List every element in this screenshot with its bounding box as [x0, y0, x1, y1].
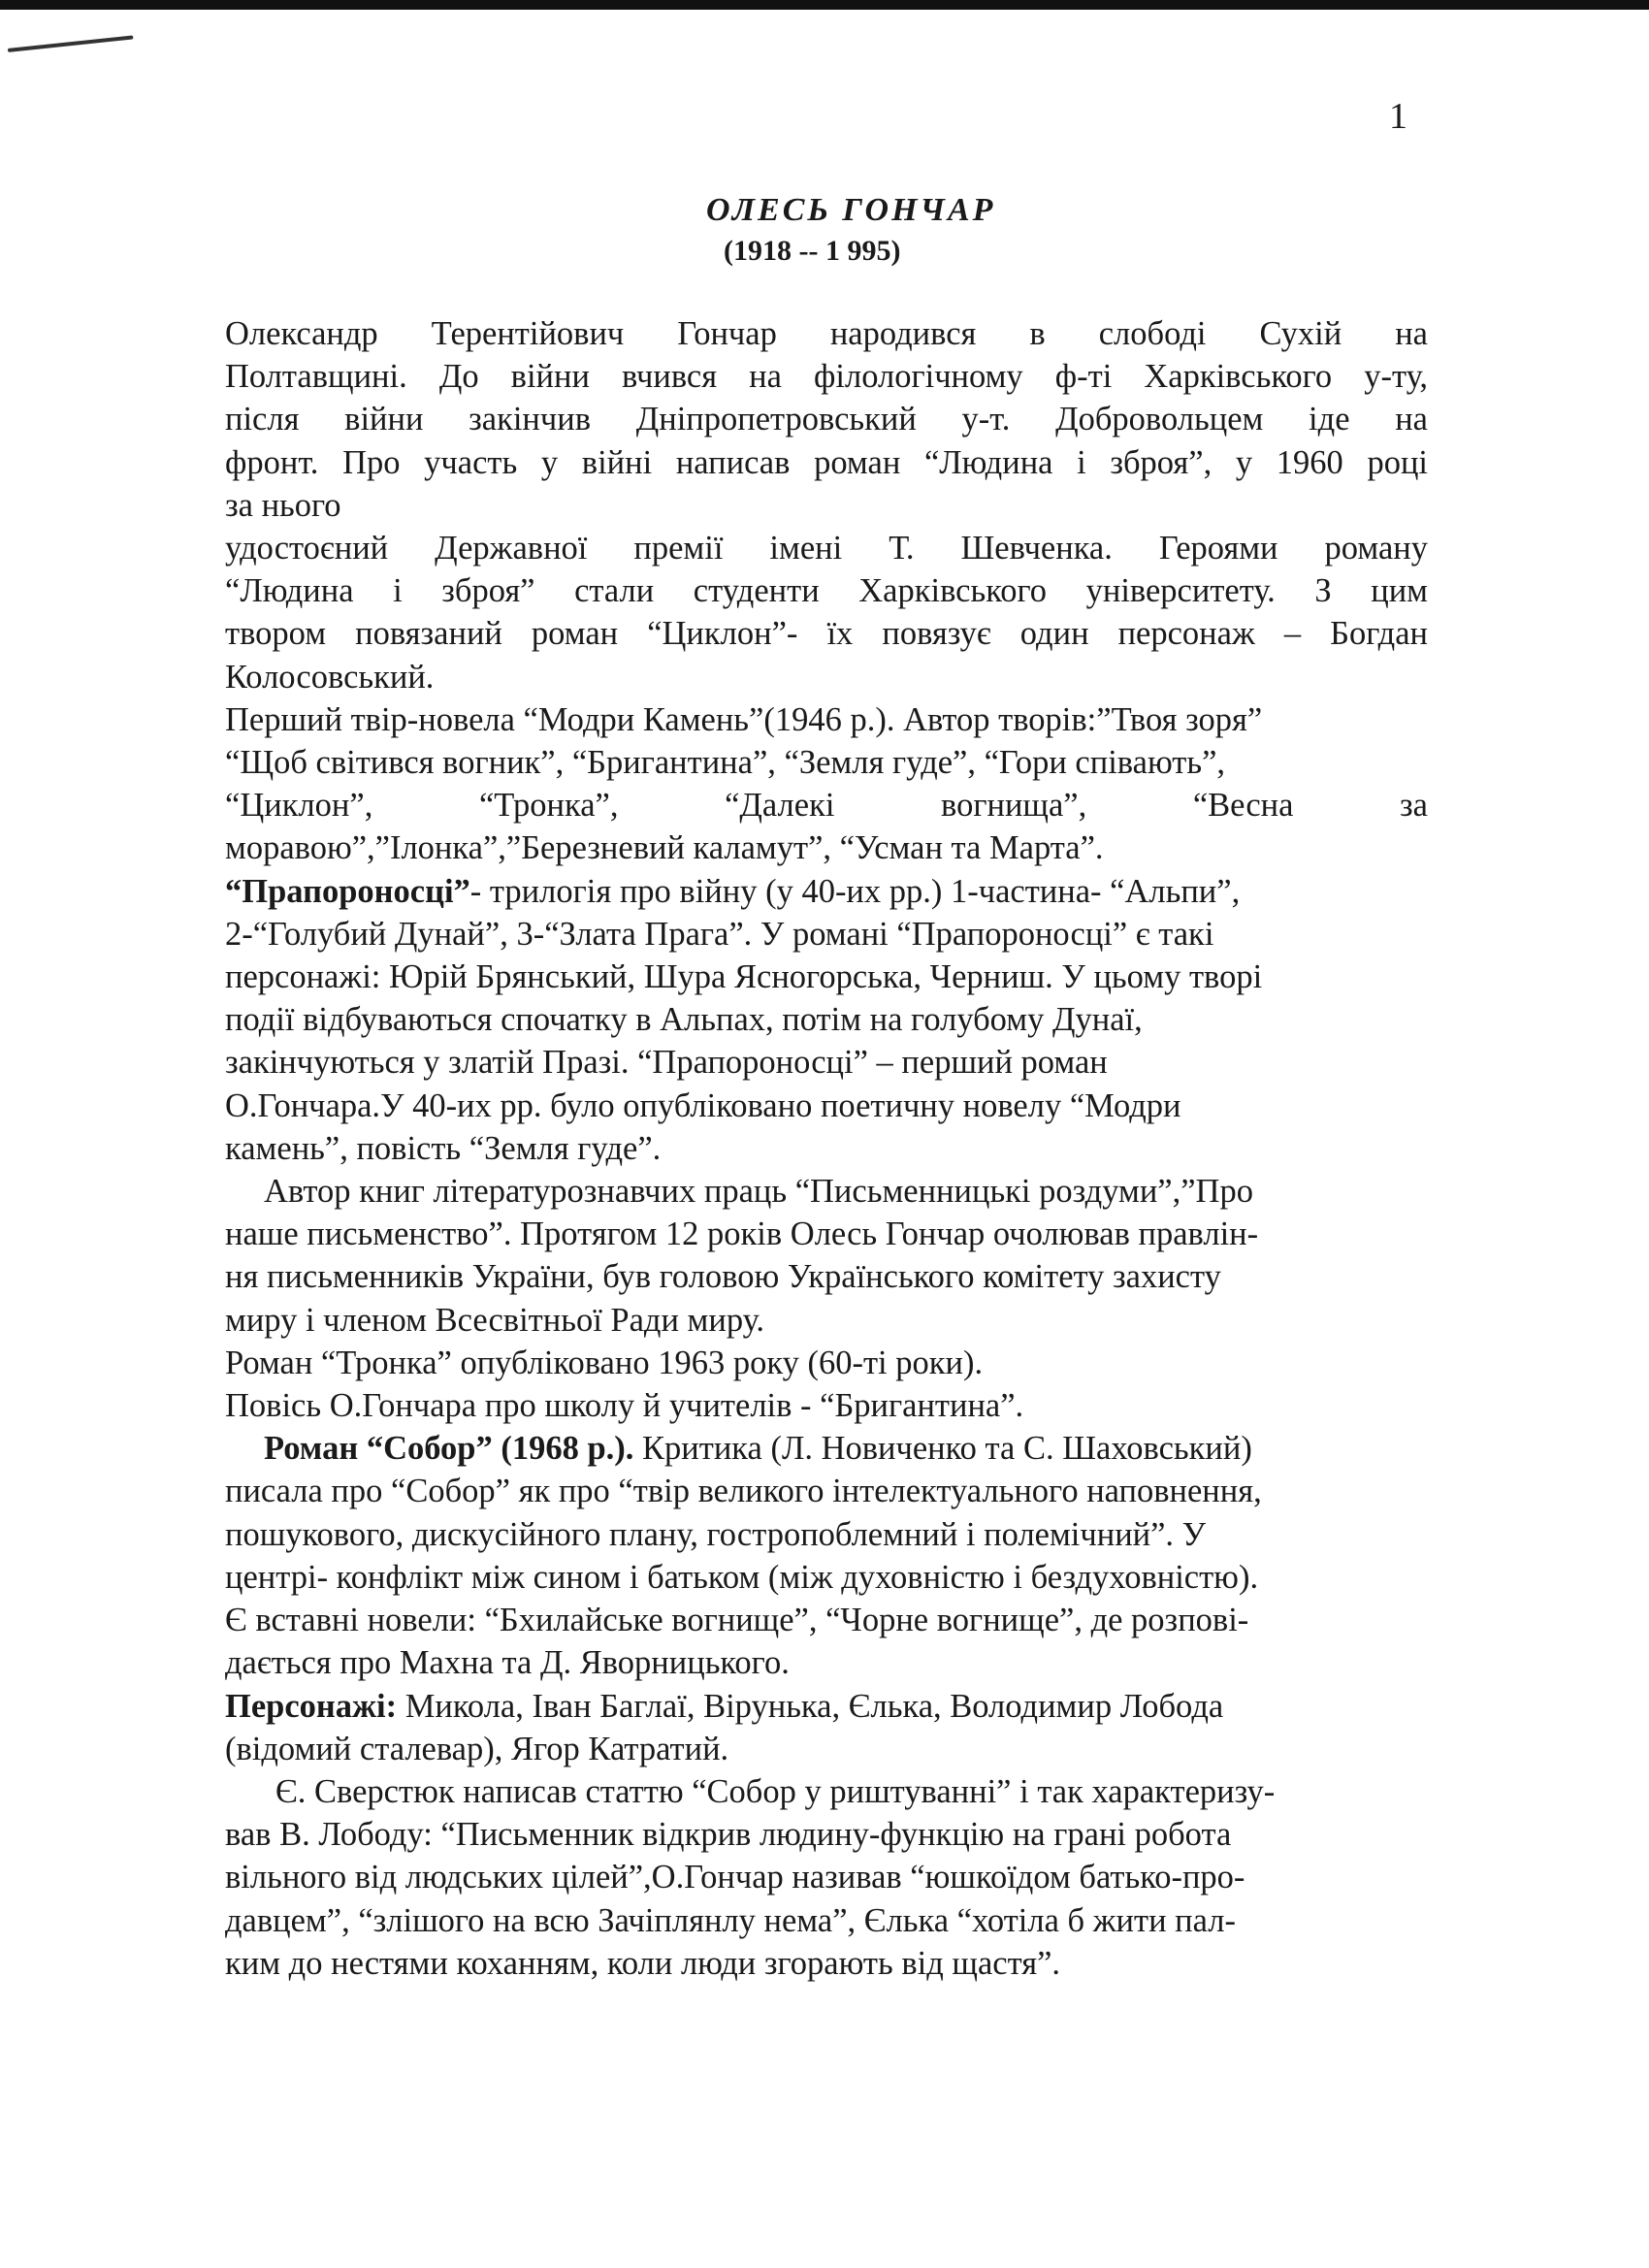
text-line: пошукового, дискусійного плану, гостропоблемний і полемічний”. У	[225, 1515, 1207, 1553]
text-line: вав В. Лободу: “Письменник відкрив людину-функцію на грані робота	[225, 1816, 1232, 1854]
text-line: писала про “Собор” як про “твір великого інтелектуального наповнення,	[225, 1473, 1262, 1510]
text-line: Перший твір-новела “Модри Камень”(1946 р.). Автор творів:”Твоя зоря”	[225, 700, 1263, 738]
text-line: “Циклон”, “Тронка”, “Далекі вогнища”, “Весна за	[225, 787, 1428, 825]
page-title: ОЛЕСЬ ГОНЧАР	[706, 192, 996, 228]
text-line: камень”, повість “Земля гуде”.	[225, 1129, 662, 1167]
bold-term: “Прапороносці”	[225, 872, 470, 910]
scan-mark	[8, 35, 134, 52]
text-line: дається про Махна та Д. Яворницького.	[225, 1644, 790, 1682]
text-line: “Людина і зброя” стали студенти Харківського університету. З цим	[225, 572, 1428, 610]
text-line: твором повязаний роман “Циклон”- їх повязує один персонаж – Богдан	[225, 615, 1428, 653]
page-number: 1	[1389, 96, 1407, 137]
text-line: вільного від людських цілей”,О.Гончар називав “юшкоїдом батько-про-	[225, 1859, 1245, 1896]
text-line: ня письменників України, був головою Українського комітету захисту	[225, 1258, 1221, 1296]
text-line: ким до нестями коханням, коли люди згорають від щастя”.	[225, 1944, 1061, 1982]
text-line: (відомий сталевар), Ягор Катратий.	[225, 1730, 729, 1767]
text-line: моравою”,”Ілонка”,”Березневий каламут”, “Усман та Марта”.	[225, 829, 1104, 867]
bold-term: Персонажі:	[225, 1687, 398, 1725]
text-line: Повісь О.Гончара про школу й учителів - “Бригантина”.	[225, 1387, 1024, 1425]
text-line: миру і членом Всесвітньої Ради миру.	[225, 1301, 765, 1339]
text-line: Автор книг літературознавчих праць “Письменницькі роздуми”,”Про	[264, 1173, 1253, 1211]
text-line: наше письменство”. Протягом 12 років Олесь Гончар очолював правлін-	[225, 1215, 1259, 1253]
text-line	[225, 1427, 1428, 1470]
document-body	[225, 312, 1428, 1985]
text-line: події відбуваються спочатку в Альпах, потім на голубому Дунаї,	[225, 1001, 1143, 1039]
text-line: закінчуються у златій Празі. “Прапороносці” – перший роман	[225, 1044, 1108, 1082]
text-line: за нього	[225, 486, 341, 524]
text-line: центрі- конфлікт між сином і батьком (між духовністю і бездуховністю).	[225, 1558, 1259, 1596]
scan-top-edge	[0, 0, 1649, 10]
text-line: Олександр Терентійович Гончар народився в слободі Сухій на	[225, 315, 1428, 352]
text-line	[225, 870, 1428, 913]
text-line: Є вставні новели: “Бхилайське вогнище”, “Чорне вогнище”, де розпові-	[225, 1602, 1249, 1639]
text-line: давцем”, “злішого на всю Зачіплянлу нема”, Єлька “хотіла б жити пал-	[225, 1901, 1236, 1939]
text-line: 2-“Голубий Дунай”, 3-“Злата Прага”. У романі “Прапороносці” є такі	[225, 915, 1214, 953]
text-line: Є. Сверстюк написав статтю “Собор у риштуванні” і так характеризу-	[275, 1772, 1276, 1810]
text-line: удостоєний Державної премії імені Т. Шевченка. Героями роману	[225, 530, 1428, 567]
text-span: Критика (Л. Новиченко та С. Шаховський)	[633, 1430, 1252, 1468]
text-line: після війни закінчив Дніпропетровський у-т. Добровольцем іде на	[225, 401, 1428, 438]
bold-term: Роман “Собор” (1968 р.).	[264, 1430, 634, 1468]
text-line: Колосовський.	[225, 658, 435, 696]
text-line: О.Гончара.У 40-их рр. було опубліковано поетичну новелу “Модри	[225, 1086, 1181, 1124]
text-line: Полтавщині. До війни вчився на філологічному ф-ті Харківського у-ту,	[225, 358, 1428, 396]
life-years: (1918 -- 1 995)	[724, 235, 901, 267]
text-span: Микола, Іван Баглаї, Вірунька, Єлька, Володимир Лобода	[397, 1687, 1224, 1725]
text-span: - трилогія про війну (у 40-их рр.) 1-частина- “Альпи”,	[469, 872, 1241, 910]
text-line: Роман “Тронка” опубліковано 1963 року (60-ті роки).	[225, 1344, 984, 1381]
text-line	[225, 1685, 1428, 1728]
text-line: “Щоб світився вогник”, “Бригантина”, “Земля гуде”, “Гори співають”,	[225, 744, 1226, 782]
text-line: фронт. Про участь у війні написав роман “Людина і зброя”, у 1960 році	[225, 443, 1428, 481]
text-line: персонажі: Юрій Брянський, Шура Ясногорська, Черниш. У цьому творі	[225, 958, 1263, 996]
